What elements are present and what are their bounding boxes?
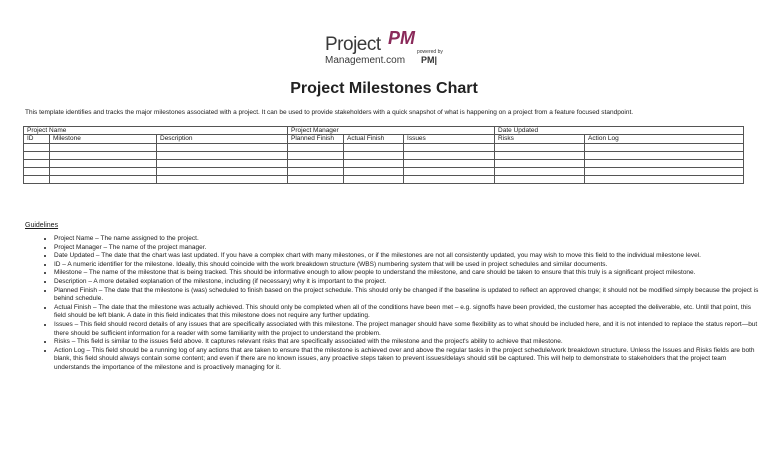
milestone-cell[interactable] <box>585 151 744 159</box>
milestone-cell[interactable] <box>24 159 50 167</box>
logo-pm-text: PM <box>388 28 415 48</box>
guideline-item: • Project Name – The name assigned to the project. <box>54 235 760 244</box>
guidelines-heading: Guidelines <box>25 222 59 229</box>
guideline-item: • Planned Finish – The date that the milestone is (was) scheduled to finish based on the project schedule. This should only be changed if the baseline is updated to reflect an approved change; it should not be modified simply because the project is behind schedule. <box>54 287 760 304</box>
logo-domain-text: Management.com <box>325 55 406 66</box>
milestone-cell[interactable] <box>157 151 288 159</box>
milestone-cell[interactable] <box>585 167 744 175</box>
col-header: Milestone <box>50 135 157 143</box>
column-header-row <box>24 135 744 143</box>
logo-powered-by: powered by <box>417 49 443 55</box>
milestone-cell[interactable] <box>495 143 585 151</box>
milestone-cell[interactable] <box>404 159 495 167</box>
date-updated-cell[interactable]: Date Updated <box>495 127 744 135</box>
milestone-cell[interactable] <box>404 143 495 151</box>
milestone-cell[interactable] <box>288 175 344 183</box>
milestone-cell[interactable] <box>157 167 288 175</box>
milestone-cell[interactable] <box>288 143 344 151</box>
milestone-cell[interactable] <box>50 167 157 175</box>
milestone-cell[interactable] <box>344 143 404 151</box>
intro-paragraph: This template identifies and tracks the major milestones associated with a project. It can be used to provide stakeholders with a quick snapshot of what is happening on a project from a feature focused standpoint. <box>25 109 634 116</box>
col-header: ID <box>24 135 50 143</box>
guideline-item: • Risks – This field is similar to the issues field above. It captures relevant risks that are specifically associated with the milestone and the project's ability to achieve that milestone. <box>54 338 760 347</box>
milestone-cell[interactable] <box>404 175 495 183</box>
milestone-cell[interactable] <box>50 143 157 151</box>
milestone-row <box>24 159 744 167</box>
col-header: Description <box>157 135 288 143</box>
milestone-cell[interactable] <box>24 167 50 175</box>
milestone-cell[interactable] <box>288 167 344 175</box>
milestone-cell[interactable] <box>344 151 404 159</box>
milestone-cell[interactable] <box>24 175 50 183</box>
guideline-item: • Date Updated – The date that the chart was last updated. If you have a complex chart with many milestones, or if the milestones are not all consistently updated, you may wish to move this field to the individual milestone level. <box>54 252 760 261</box>
guideline-item: • Project Manager – The name of the project manager. <box>54 244 760 253</box>
milestone-row <box>24 143 744 151</box>
milestone-cell[interactable] <box>157 159 288 167</box>
projectpm-logo <box>325 28 455 70</box>
milestone-cell[interactable] <box>344 175 404 183</box>
milestone-cell[interactable] <box>50 175 157 183</box>
milestone-cell[interactable] <box>24 151 50 159</box>
col-header: Issues <box>404 135 495 143</box>
guideline-item: • Milestone – The name of the milestone that is being tracked. This should be informative enough to allow people to understand the milestone, and care should be taken to ensure that this truly is a significant project milestone. <box>54 269 760 278</box>
col-header: Planned Finish <box>288 135 344 143</box>
guideline-item: • Action Log – This field should be a running log of any actions that are taken to ensure that the milestone is achieved over and above the regular tasks in the project schedule/work breakdown structure. Unless the Issues and Risks fields are both blank, this field should always contain some content; and even if there are no known issues, any proactive steps taken to prevent issues/delays should still be captured. This will help to demonstrate to stakeholders that the project team understands the importance of the milestone and is proactively managing for it. <box>54 347 760 373</box>
milestone-cell[interactable] <box>344 159 404 167</box>
milestone-cell[interactable] <box>495 175 585 183</box>
guideline-item: • Description – A more detailed explanation of the milestone, including (if necessary) why it is important to the project. <box>54 278 760 287</box>
milestone-cell[interactable] <box>404 167 495 175</box>
milestone-row <box>24 167 744 175</box>
milestone-cell[interactable] <box>495 159 585 167</box>
milestone-row <box>24 151 744 159</box>
milestone-cell[interactable] <box>157 175 288 183</box>
milestone-cell[interactable] <box>404 151 495 159</box>
milestone-cell[interactable] <box>495 167 585 175</box>
milestones-table <box>23 126 744 184</box>
milestone-row <box>24 175 744 183</box>
project-name-cell[interactable]: Project Name <box>24 127 288 135</box>
milestone-cell[interactable] <box>585 159 744 167</box>
milestone-cell[interactable] <box>24 143 50 151</box>
milestone-cell[interactable] <box>288 151 344 159</box>
milestone-cell[interactable] <box>585 143 744 151</box>
logo-pmi-mark: PM| <box>421 55 438 65</box>
col-header: Action Log <box>585 135 744 143</box>
document-title: Project Milestones Chart <box>290 80 478 97</box>
milestone-cell[interactable] <box>344 167 404 175</box>
milestone-cell[interactable] <box>585 175 744 183</box>
guideline-item: • Actual Finish – The date that the milestone was actually achieved. This should only be completed when all of the conditions have been met – e.g. signoffs have been provided, the customer has accepted the deliverable, etc. Until that point, this field should be left blank. A date in this field indicates that this milestone does not require any further updating. <box>54 304 760 321</box>
project-manager-cell[interactable]: Project Manager <box>288 127 495 135</box>
milestone-cell[interactable] <box>495 151 585 159</box>
logo-project-text: Project <box>325 34 381 55</box>
milestone-cell[interactable] <box>288 159 344 167</box>
guideline-item: • Issues – This field should record details of any issues that are specifically associated with this milestone. The project manager should have some flexibility as to what should be included here, and it is not intended to replace the status report—but there should be sufficient information for a reader with some familiarity with the project to understand the problem. <box>54 321 760 338</box>
project-info-row <box>24 127 744 135</box>
milestone-cell[interactable] <box>50 159 157 167</box>
guideline-item: • ID – A numeric identifier for the milestone. Ideally, this should coincide with the work breakdown structure (WBS) numbering system that will be used in project schedules and similar documents. <box>54 261 760 270</box>
col-header: Actual Finish <box>344 135 404 143</box>
guidelines-list <box>38 235 760 373</box>
milestone-cell[interactable] <box>157 143 288 151</box>
col-header: Risks <box>495 135 585 143</box>
milestone-cell[interactable] <box>50 151 157 159</box>
